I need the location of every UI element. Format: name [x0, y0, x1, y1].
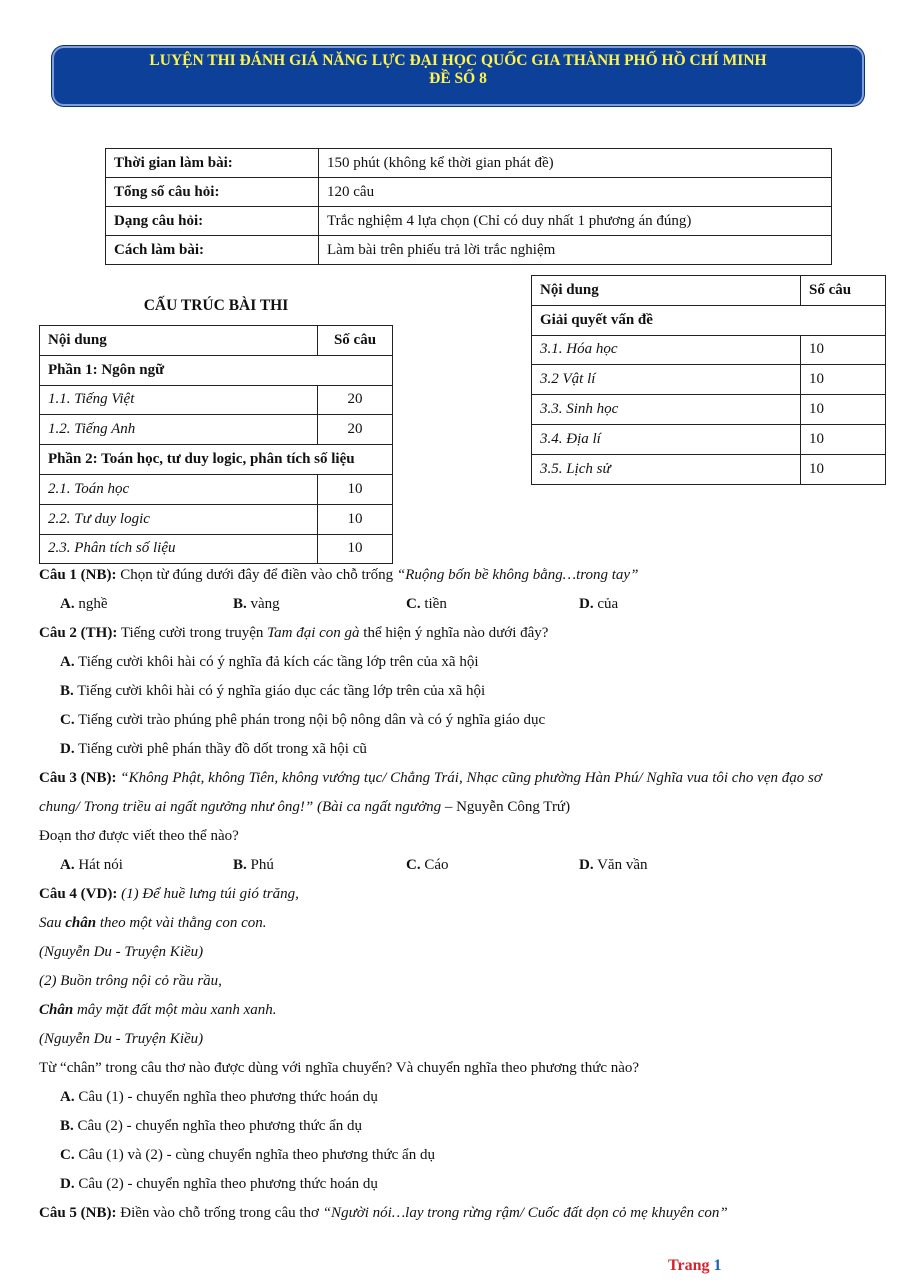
info-key: Dạng câu hỏi: [106, 207, 319, 236]
poem-source: (Nguyễn Du - Truyện Kiều) [39, 1031, 204, 1047]
part-heading: Giải quyết vấn đề [532, 305, 886, 335]
section-name: 2.3. Phân tích số liệu [40, 534, 318, 564]
option-a: A. Tiếng cười khôi hài có ý nghĩa đả kích các tầng lớp trên của xã hội [60, 654, 479, 670]
section-name: 3.1. Hóa học [532, 335, 801, 365]
story-title: Tam đại con gà [267, 625, 360, 641]
table-row [106, 207, 832, 236]
poem-line: (2) Buồn trông nội cỏ rầu rầu, [39, 973, 222, 989]
info-key: Thời gian làm bài: [106, 149, 319, 178]
structure-title: CẤU TRÚC BÀI THI [143, 297, 289, 314]
part-heading: Phần 1: Ngôn ngữ [40, 355, 393, 385]
question-label: Câu 4 (VD): [39, 886, 118, 902]
page-number: 1 [713, 1257, 722, 1274]
table-row [106, 236, 832, 265]
option-d: D. Câu (2) - chuyển nghĩa theo phương thức hoán dụ [60, 1176, 378, 1192]
info-value: 150 phút (không kể thời gian phát đề) [319, 149, 832, 178]
table-row [40, 355, 393, 385]
table-header-row [532, 276, 886, 306]
section-name: 1.1. Tiếng Việt [40, 385, 318, 415]
poem-source: (Nguyễn Du - Truyện Kiều) [39, 944, 204, 960]
page-label: Trang [668, 1257, 714, 1274]
question-label: Câu 5 (NB): [39, 1205, 117, 1221]
header-content: Nội dung [40, 326, 318, 356]
table-row [532, 395, 886, 425]
question-3 [39, 768, 900, 788]
question-4-prompt: Từ “chân” trong câu thơ nào được dùng với nghĩa chuyển? Và chuyển nghĩa theo phương thức nào? [39, 1060, 640, 1076]
table-row [532, 424, 886, 454]
structure-table-left [39, 325, 393, 564]
structure-table-right [531, 275, 886, 485]
question-4: Câu 4 (VD): (1) Để huề lưng túi gió trăng, [39, 886, 299, 902]
question-quote: “Người nói…lay trong rừng rậm/ Cuốc đất dọn cỏ mẹ khuyên con” [322, 1205, 728, 1221]
section-name: 3.2 Vật lí [532, 365, 801, 395]
exam-title-banner [52, 46, 864, 106]
option-b: B. Tiếng cười khôi hài có ý nghĩa giáo dục các tầng lớp trên của xã hội [60, 683, 486, 699]
table-row [40, 445, 393, 475]
question-5: Câu 5 (NB): Điền vào chỗ trống trong câu thơ “Người nói…lay trong rừng rậm/ Cuốc đất dọn cỏ mẹ khuyên con” [39, 1205, 728, 1221]
option-c: C. Câu (1) và (2) - cùng chuyển nghĩa theo phương thức ẩn dụ [60, 1147, 435, 1163]
option-a: A. nghề [60, 596, 108, 612]
section-count: 10 [801, 424, 886, 454]
question-label: Câu 1 (NB): [39, 567, 117, 583]
info-key: Cách làm bài: [106, 236, 319, 265]
table-header-row [40, 326, 393, 356]
question-3-cont: chung/ Trong triều ai ngất ngưởng như ông!” (Bài ca ngất ngưởng – Nguyễn Công Trứ) [39, 799, 571, 815]
table-row [106, 178, 832, 207]
table-row [532, 454, 886, 484]
header-content: Nội dung [532, 276, 801, 306]
page-footer [668, 1257, 721, 1275]
table-row [40, 504, 393, 534]
option-c: C. tiền [406, 596, 447, 612]
question-label: Câu 3 (NB): [39, 770, 117, 786]
section-count: 20 [318, 385, 393, 415]
option-c: C. Tiếng cười trào phúng phê phán trong nội bộ nông dân và có ý nghĩa giáo dục [60, 712, 546, 728]
info-value: Làm bài trên phiếu trả lời trắc nghiệm [319, 236, 832, 265]
section-count: 10 [318, 474, 393, 504]
table-row [106, 149, 832, 178]
question-quote: “Không Phật, không Tiên, không vướng tục/ Chẳng Trái, Nhạc cũng phường Hàn Phú/ Nghĩa vua tôi cho vẹn đạo sơ [116, 770, 822, 786]
section-name: 3.5. Lịch sử [532, 454, 801, 484]
info-key: Tổng số câu hỏi: [106, 178, 319, 207]
exam-number: ĐỀ SỐ 8 [429, 70, 487, 87]
option-b: B. Phú [233, 857, 274, 873]
question-1 [39, 565, 900, 585]
info-value: 120 câu [319, 178, 832, 207]
part-heading: Phần 2: Toán học, tư duy logic, phân tích số liệu [40, 445, 393, 475]
question-2: Câu 2 (TH): Tiếng cười trong truyện Tam đại con gà thể hiện ý nghĩa nào dưới đây? [39, 625, 549, 641]
section-name: 3.4. Địa lí [532, 424, 801, 454]
table-row [532, 365, 886, 395]
question-label: Câu 2 (TH): [39, 625, 118, 641]
section-name: 1.2. Tiếng Anh [40, 415, 318, 445]
option-a: A. Hát nói [60, 857, 123, 873]
question-quote: “Ruộng bốn bề không bằng…trong tay” [396, 567, 639, 583]
table-row [40, 534, 393, 564]
section-count: 10 [801, 335, 886, 365]
header-count: Số câu [801, 276, 886, 306]
table-row [532, 335, 886, 365]
exam-info-table [105, 148, 832, 265]
header-count: Số câu [318, 326, 393, 356]
table-row [40, 474, 393, 504]
poem-line: Sau chân theo một vài thằng con con. [39, 915, 267, 931]
section-count: 10 [801, 454, 886, 484]
section-name: 3.3. Sinh học [532, 395, 801, 425]
option-b: B. vàng [233, 596, 280, 612]
option-d: D. Tiếng cười phê phán thầy đồ dốt trong xã hội cũ [60, 741, 367, 757]
section-name: 2.1. Toán học [40, 474, 318, 504]
table-row [40, 385, 393, 415]
section-count: 10 [801, 365, 886, 395]
option-a: A. Câu (1) - chuyển nghĩa theo phương thức hoán dụ [60, 1089, 378, 1105]
section-count: 10 [318, 504, 393, 534]
table-row [532, 305, 886, 335]
section-count: 10 [801, 395, 886, 425]
option-d: D. của [579, 596, 619, 612]
section-count: 20 [318, 415, 393, 445]
section-count: 10 [318, 534, 393, 564]
section-name: 2.2. Tư duy logic [40, 504, 318, 534]
option-b: B. Câu (2) - chuyển nghĩa theo phương thức ẩn dụ [60, 1118, 363, 1134]
question-3-prompt: Đoạn thơ được viết theo thể nào? [39, 828, 239, 844]
option-c: C. Cáo [406, 857, 449, 873]
option-d: D. Văn vần [579, 857, 648, 873]
info-value: Trắc nghiệm 4 lựa chọn (Chỉ có duy nhất 1 phương án đúng) [319, 207, 832, 236]
exam-title: LUYỆN THI ĐÁNH GIÁ NĂNG LỰC ĐẠI HỌC QUỐC GIA THÀNH PHỐ HỒ CHÍ MINH [149, 52, 767, 69]
poem-line: Chân mây mặt đất một màu xanh xanh. [39, 1002, 277, 1018]
question-text: Chọn từ đúng dưới đây để điền vào chỗ trống [116, 567, 397, 583]
table-row [40, 415, 393, 445]
